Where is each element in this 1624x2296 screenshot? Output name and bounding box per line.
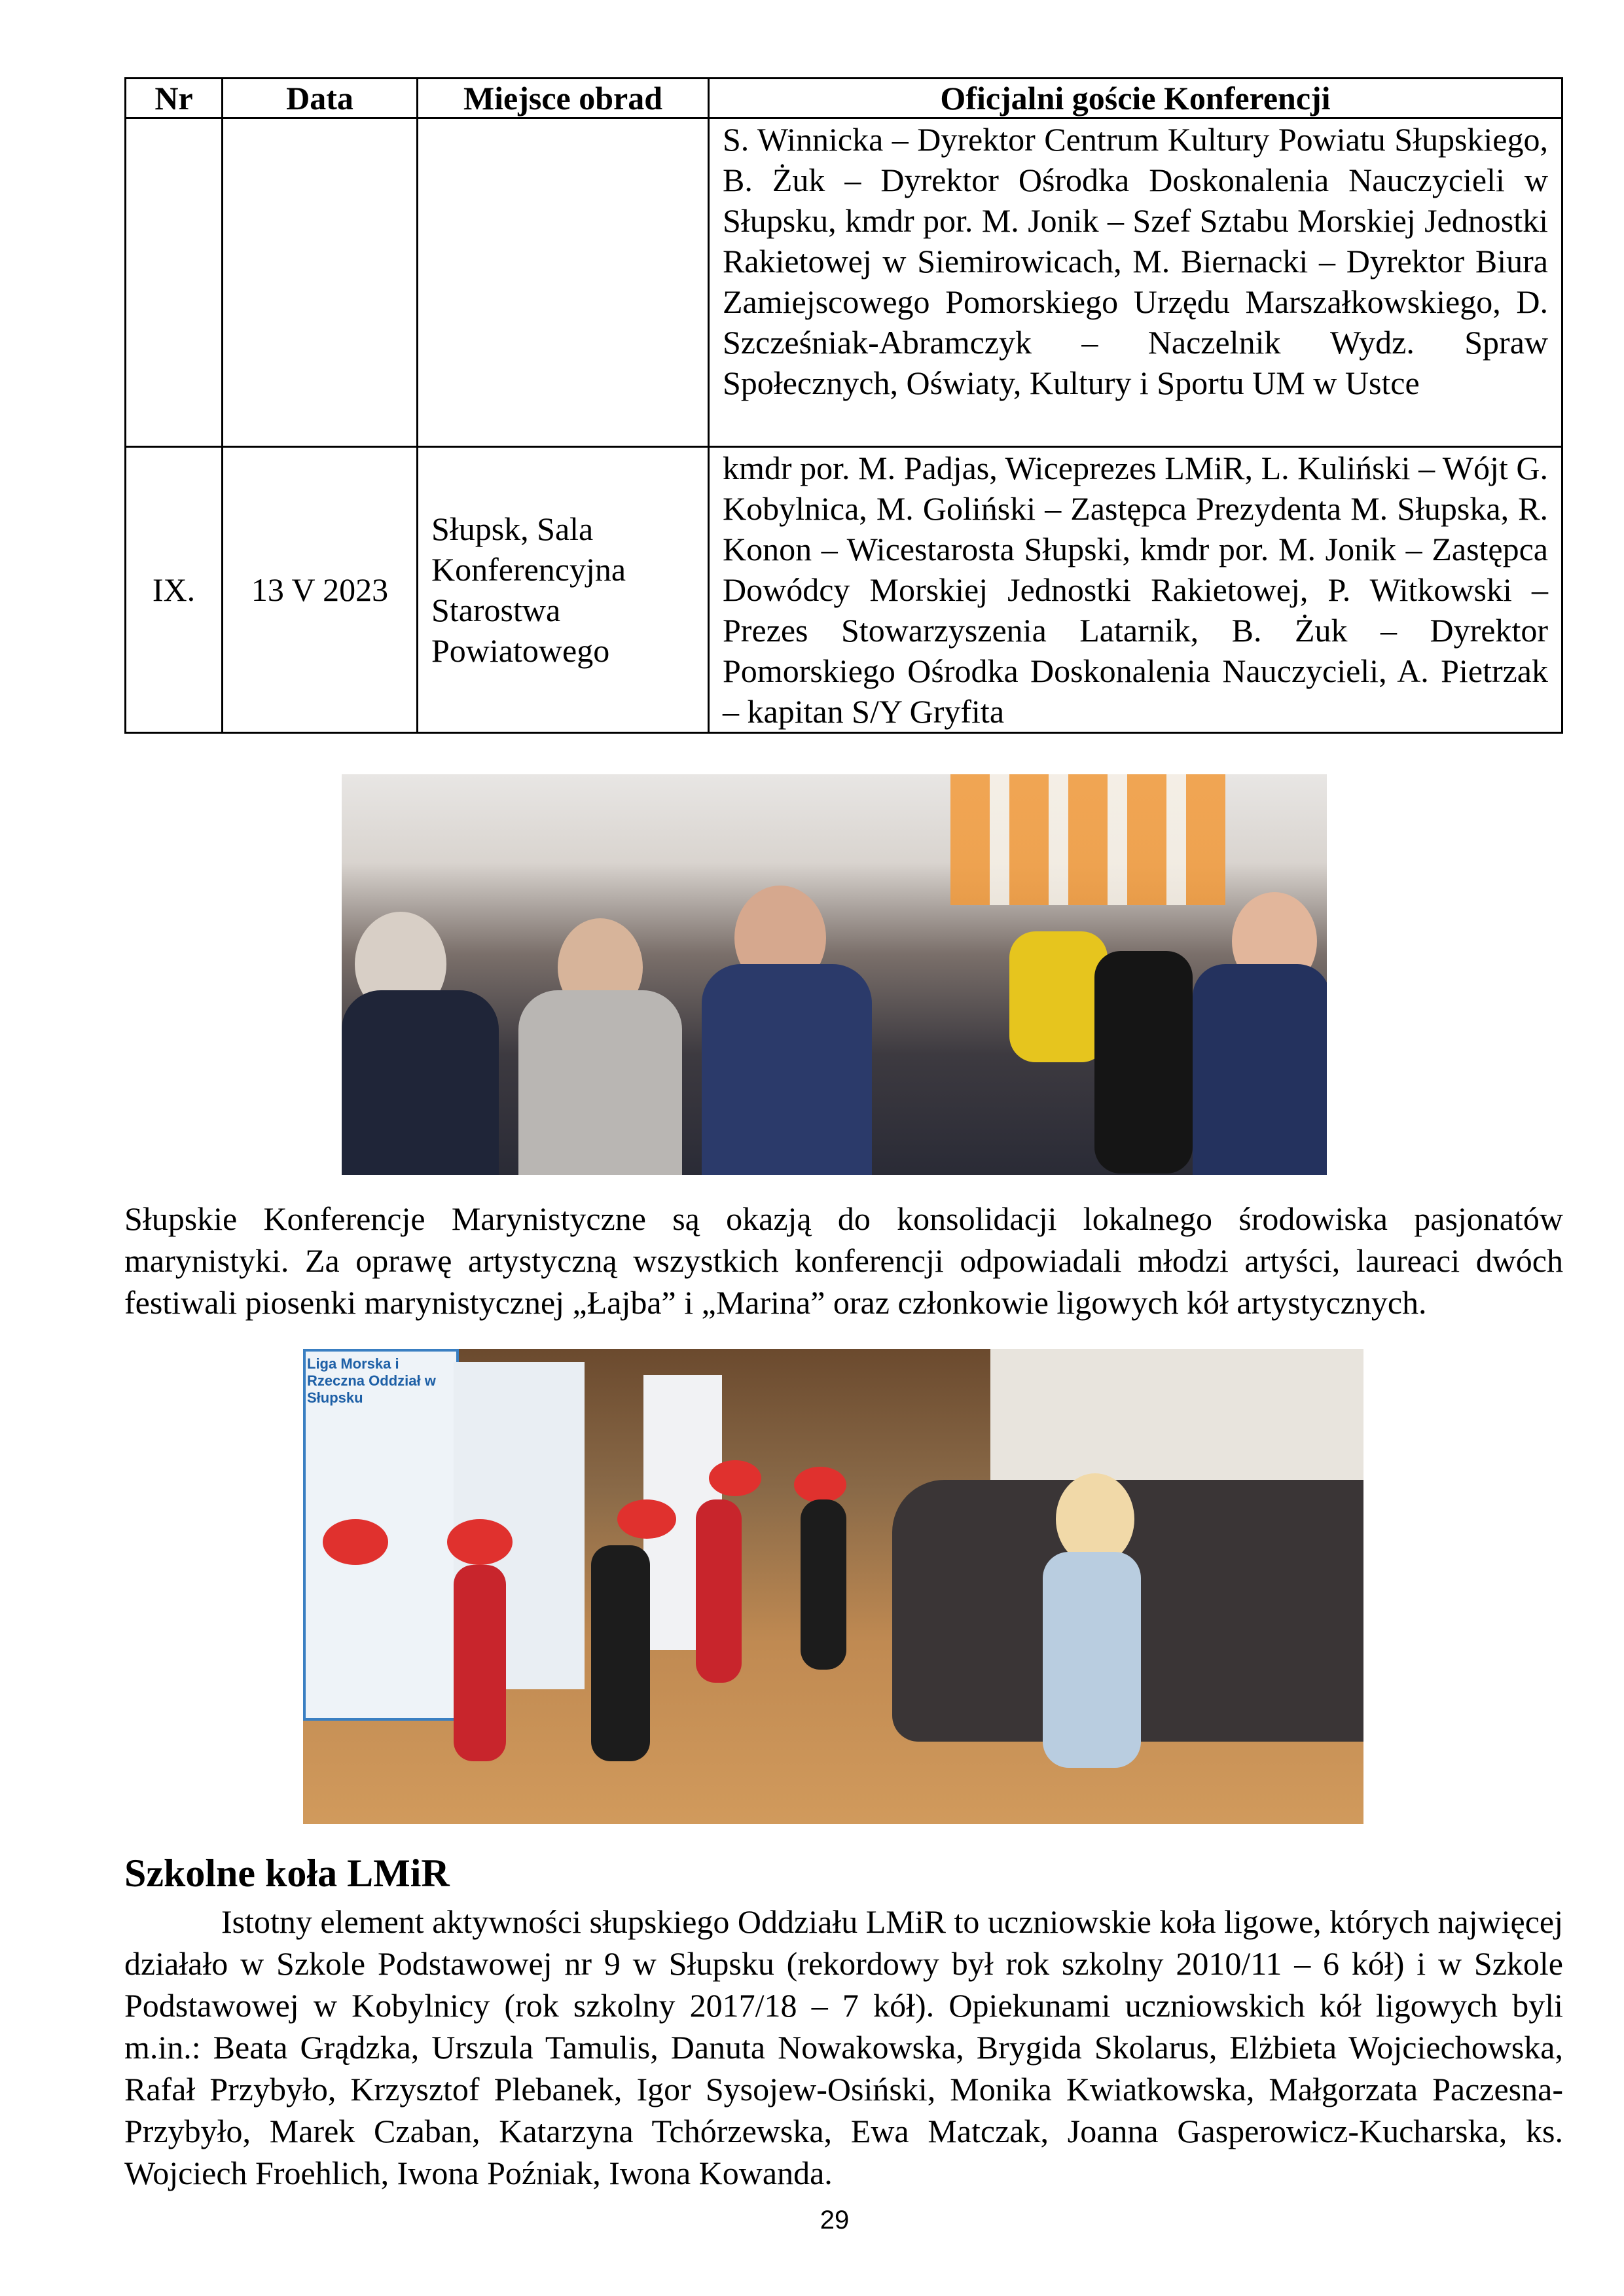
conference-guests-table <box>124 77 1563 734</box>
page-number: 29 <box>820 2206 850 2234</box>
body-paragraph: Istotny element aktywności słupskiego Oddziału LMiR to uczniowskie koła ligowe, których najwięcej działało w Szkole Podstawowej nr 9 w Słupsku (rekordowy był rok szkolny 2010/11 – 6 kół) i w Szkole Podstawowej w Kobylnicy (rok szkolny 2017/18 – 7 kół). Opiekunami uczniowskich kół ligowych byli m.in.: Beata Grądzka, Urszula Tamulis, Danuta Nowakowska, Brygida Skolarus, Elżbieta Wojciechowska, Rafał Przybyło, Krzysztof Plebanek, Igor Sysojew-Osiński, Monika Kwiatkowska, Małgorzata Paczesna-Przybyło, Marek Czaban, Katarzyna Tchórzewska, Ewa Matczak, Joanna Gasperowicz-Kucharska, ks. Wojciech Froehlich, Iwona Poźniak, Iwona Kowanda. <box>124 1903 1563 2191</box>
cell-date: 13 V 2023 <box>223 447 418 733</box>
photo-children-dance <box>303 1349 1363 1824</box>
banner-text: Liga Morska i Rzeczna Oddział w Słupsku <box>307 1355 436 1406</box>
table-row <box>126 118 1562 447</box>
cell-guests: kmdr por. M. Padjas, Wiceprezes LMiR, L. Kuliński – Wójt G. Kobylnica, M. Goliński – Zastępca Prezydenta M. Słupska, R. Konon – Wicestarosta Słupski, kmdr por. M. Jonik – Zastępca Dowódcy Morskiej Jednostki Rakietowej, P. Witkowski – Prezes Stowarzyszenia Latarnik, B. Żuk – Dyrektor Pomorskiego Ośrodka Doskonalenia Nauczycieli, A. Pietrzak – kapitan S/Y Gryfita <box>709 447 1562 733</box>
cell-nr: IX. <box>126 447 223 733</box>
header-guests: Oficjalni goście Konferencji <box>709 79 1562 118</box>
cell-place <box>418 118 709 447</box>
header-nr: Nr <box>126 79 223 118</box>
cell-place: Słupsk, Sala Konferencyjna Starostwa Powiatowego <box>418 447 709 733</box>
photo-conference-audience <box>342 774 1327 1175</box>
cell-guests: S. Winnicka – Dyrektor Centrum Kultury Powiatu Słupskiego, B. Żuk – Dyrektor Ośrodka Doskonalenia Nauczycieli w Słupsku, kmdr por. M. Jonik – Szef Sztabu Morskiej Jednostki Rakietowej w Siemirowicach, M. Biernacki – Dyrektor Biura Zamiejscowego Pomorskiego Urzędu Marszałkowskiego, D. Szcześniak-Abramczyk – Naczelnik Wydz. Spraw Społecznych, Oświaty, Kultury i Sportu UM w Ustce <box>709 118 1562 447</box>
cell-date <box>223 118 418 447</box>
header-date: Data <box>223 79 418 118</box>
section-heading: Szkolne koła LMiR <box>124 1852 450 1895</box>
body-paragraph: Słupskie Konferencje Marynistyczne są okazją do konsolidacji lokalnego środowiska pasjonatów marynistyki. Za oprawę artystyczną wszystkich konferencji odpowiadali młodzi artyści, laureaci dwóch festiwali piosenki marynistycznej „Łajba” i „Marina” oraz członkowie ligowych kół artystycznych. <box>124 1200 1563 1321</box>
table-header-row <box>126 79 1562 118</box>
cell-nr <box>126 118 223 447</box>
header-place: Miejsce obrad <box>418 79 709 118</box>
table-row <box>126 447 1562 733</box>
